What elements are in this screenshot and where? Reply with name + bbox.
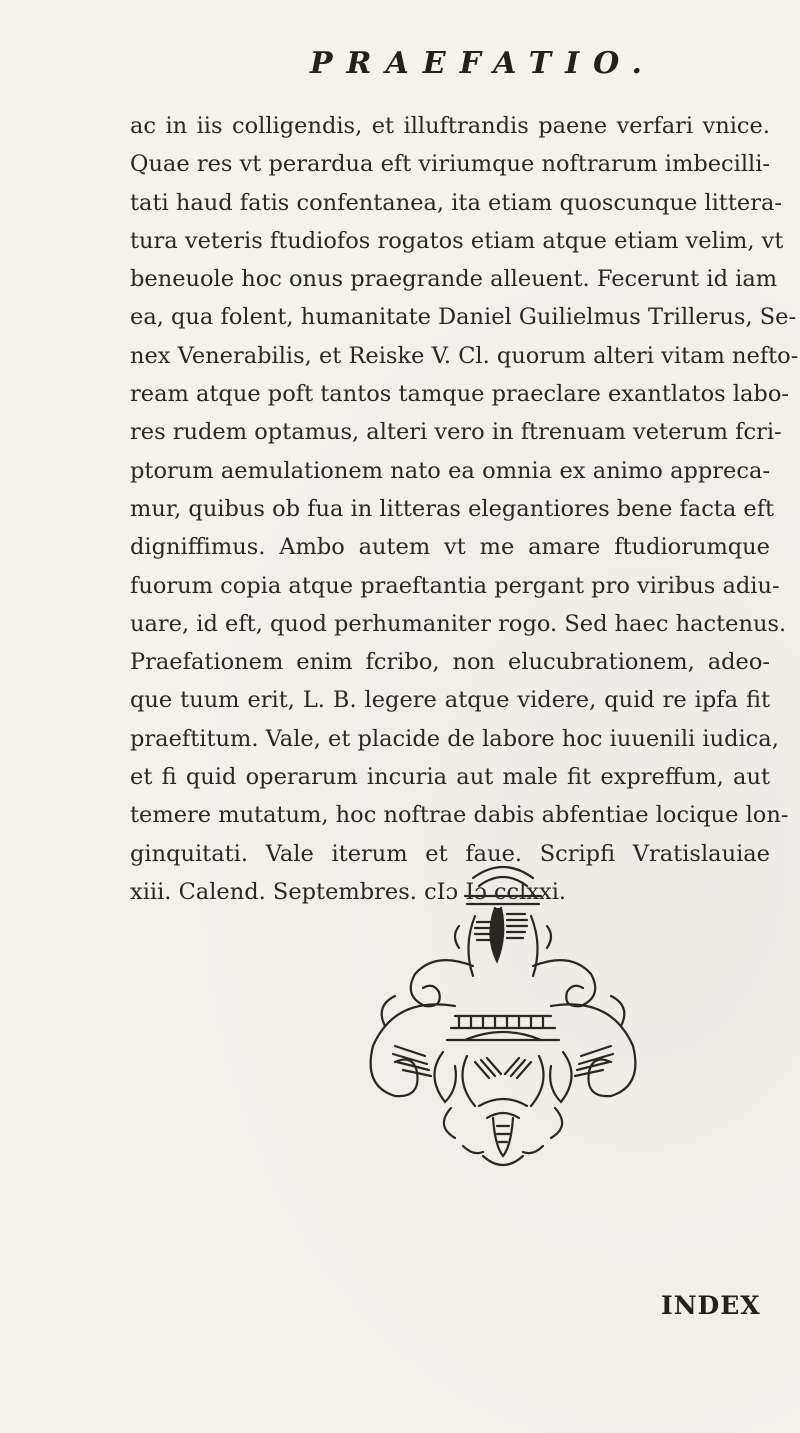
text-line: ea, qua folent, humanitate Daniel Guilielmus Trillerus, Se- xyxy=(130,304,797,331)
preface-body xyxy=(130,107,799,911)
text-line: ptorum aemulationem nato ea omnia ex animo appreca- xyxy=(130,457,770,484)
text-line: que tuum erit, L. B. legere atque videre, quid re ipfa fit xyxy=(130,687,770,714)
text-line: xiii. Calend. Septembres. cIɔ Iɔ cclxxi. xyxy=(130,878,567,905)
text-line: fuorum copia atque praeftantia pergant pro viribus adiu- xyxy=(130,572,780,599)
text-line: beneuole hoc onus praegrande alleuent. Fecerunt id iam xyxy=(130,266,778,293)
text-line: uare, id eft, quod perhumaniter rogo. Sed haec hactenus. xyxy=(130,610,787,637)
text-line: tati haud fatis confentanea, ita etiam quoscunque littera- xyxy=(130,189,782,216)
text-line: praeftitum. Vale, et placide de labore hoc iuuenili iudica, xyxy=(130,725,779,752)
tailpiece-ornament-icon xyxy=(355,856,650,1176)
text-line: ream atque poft tantos tamque praeclare exantlatos labo- xyxy=(130,381,789,408)
running-title: PRAEFATIO. xyxy=(310,46,656,81)
text-line: ac in iis colligendis, et illuftrandis paene verfari vnice. xyxy=(130,113,770,139)
text-line: ginquitati. Vale iterum et faue. Scripfi Vratislauiae xyxy=(130,840,770,867)
text-line: Quae res vt perardua eft viriumque noftrarum imbecilli- xyxy=(130,151,771,178)
catchword: INDEX xyxy=(661,1291,761,1320)
text-line: digniffimus. Ambo autem vt me amare ftudiorumque xyxy=(130,534,770,561)
text-line: res rudem optamus, alteri vero in ftrenuam veterum fcri- xyxy=(130,419,782,446)
text-line: tura veteris ftudiofos rogatos etiam atque etiam velim, vt xyxy=(130,227,784,254)
text-line: et fi quid operarum incuria aut male fit expreffum, aut xyxy=(130,764,770,791)
text-line: mur, quibus ob fua in litteras elegantiores bene facta eft xyxy=(130,495,775,522)
text-line: temere mutatum, hoc noftrae dabis abfentiae locique lon- xyxy=(130,802,789,829)
text-line: Praefationem enim fcribo, non elucubrationem, adeo- xyxy=(130,649,770,676)
text-line: nex Venerabilis, et Reiske V. Cl. quorum alteri vitam nefto- xyxy=(130,342,799,369)
